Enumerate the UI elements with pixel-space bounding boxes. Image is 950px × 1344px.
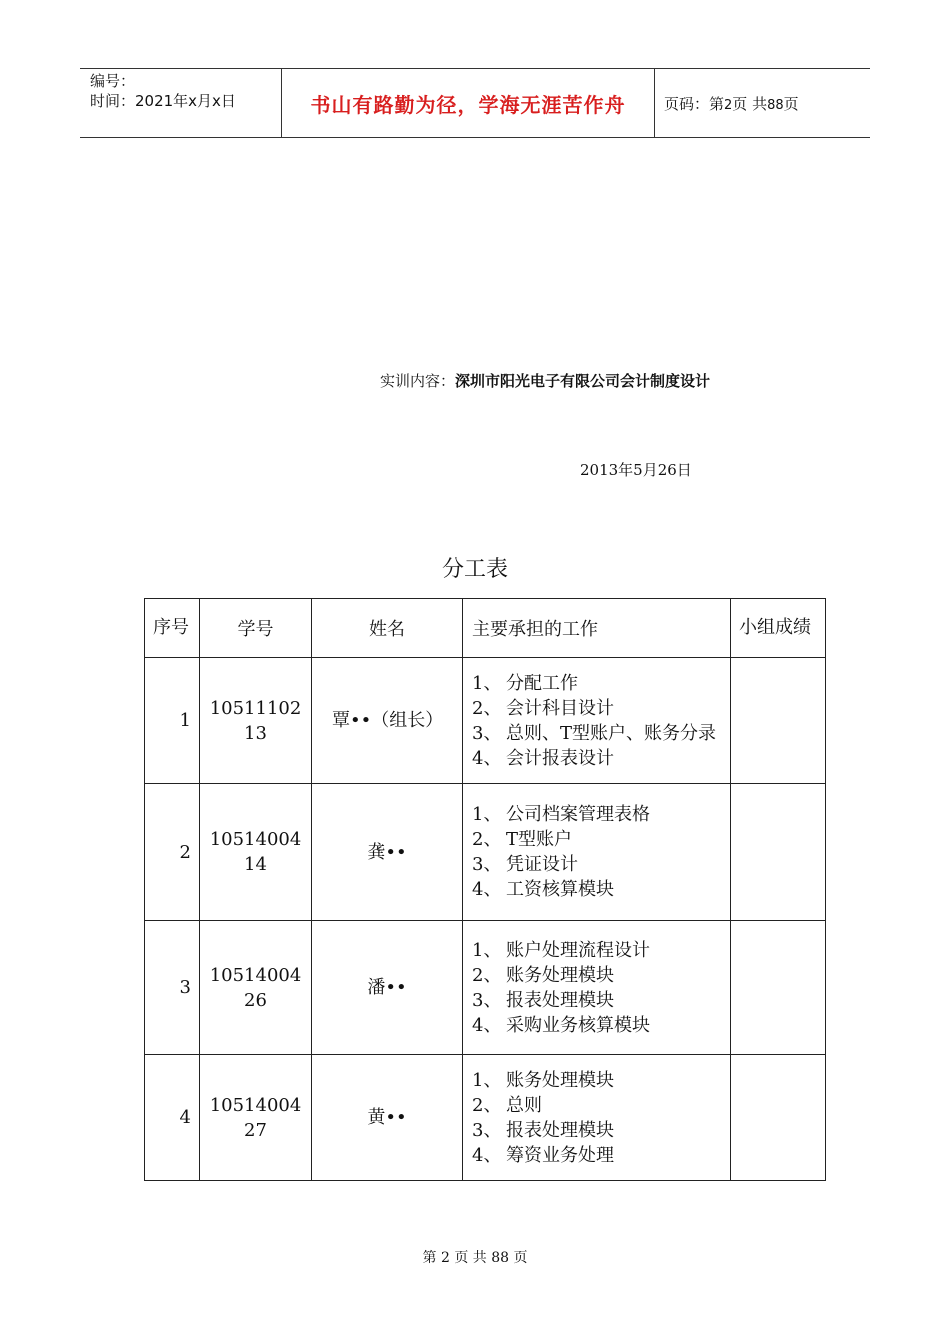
page-suffix: 页 — [783, 95, 799, 113]
task-item: 1、 账务处理模块 — [472, 1069, 614, 1091]
header-meta — [90, 71, 236, 111]
page-mid: 页 共 — [732, 95, 768, 113]
row-seq: 4 — [145, 1055, 200, 1181]
row-student-id: 1051110213 — [200, 658, 312, 784]
training-value: 深圳市阳光电子有限公司会计制度设计 — [455, 372, 711, 390]
row-score — [731, 658, 826, 784]
task-item: 2、 T型账户 — [472, 829, 573, 850]
page-prefix: 页码：第 — [664, 95, 725, 113]
task-item: 1、 账户处理流程设计 — [472, 939, 650, 961]
row-tasks — [463, 1055, 731, 1181]
page-footer — [0, 1247, 950, 1267]
row-seq: 2 — [145, 784, 200, 921]
task-item: 2、 会计科目设计 — [472, 697, 614, 719]
row-score — [731, 921, 826, 1055]
table-row — [145, 658, 826, 784]
table-row — [145, 1055, 826, 1181]
task-item: 4、 筹资业务处理 — [472, 1144, 614, 1166]
footer-suffix: 页 — [513, 1250, 528, 1266]
code-label: 编号： — [90, 72, 136, 90]
header-seq: 序号 — [145, 599, 200, 658]
row-score — [731, 1055, 826, 1181]
row-student-id: 1051400427 — [200, 1055, 312, 1181]
header-score: 小组成绩 — [731, 599, 826, 658]
row-name: 潘•• — [312, 921, 463, 1055]
page-current: 2 — [724, 98, 733, 113]
header-name: 姓名 — [312, 599, 463, 658]
row-seq: 3 — [145, 921, 200, 1055]
row-seq: 1 — [145, 658, 200, 784]
footer-prefix: 第 — [422, 1250, 437, 1266]
task-item: 1、 公司档案管理表格 — [472, 804, 650, 825]
table-row — [145, 784, 826, 921]
training-content — [380, 370, 710, 391]
task-item: 4、 会计报表设计 — [472, 747, 614, 769]
header-student-id: 学号 — [200, 599, 312, 658]
task-item: 3、 总则、T型账户、账务分录 — [472, 722, 717, 744]
training-label: 实训内容： — [380, 372, 456, 390]
task-item: 1、 分配工作 — [472, 672, 578, 694]
footer-total: 88 — [491, 1250, 510, 1266]
page-total: 88 — [767, 98, 784, 113]
row-tasks — [463, 658, 731, 784]
row-name: 龚•• — [312, 784, 463, 921]
task-item: 3、 凭证设计 — [472, 854, 578, 875]
task-item: 2、 账务处理模块 — [472, 964, 614, 986]
footer-mid: 页 共 — [454, 1250, 487, 1266]
report-date: 2013年5月26日 — [580, 461, 692, 479]
division-table — [144, 598, 826, 1181]
task-item: 4、 采购业务核算模块 — [472, 1014, 650, 1036]
footer-current: 2 — [440, 1250, 450, 1266]
time-label: 时间：2021年x月x日 — [90, 92, 236, 110]
header-motto: 书山有路勤为径，学海无涯苦作舟 — [281, 69, 655, 137]
row-name: 黄•• — [312, 1055, 463, 1181]
row-student-id: 1051400426 — [200, 921, 312, 1055]
header-page-number — [664, 93, 799, 114]
row-tasks — [463, 784, 731, 921]
header-work: 主要承担的工作 — [463, 599, 731, 658]
row-tasks — [463, 921, 731, 1055]
task-item: 4、 工资核算模块 — [472, 879, 614, 900]
page-header — [80, 68, 870, 138]
row-student-id: 1051400414 — [200, 784, 312, 921]
table-title: 分工表 — [441, 557, 508, 582]
task-item: 3、 报表处理模块 — [472, 989, 614, 1011]
row-name: 覃••（组长） — [312, 658, 463, 784]
table-header-row — [145, 599, 826, 658]
task-item: 2、 总则 — [472, 1094, 542, 1116]
row-score — [731, 784, 826, 921]
task-item: 3、 报表处理模块 — [472, 1119, 614, 1141]
table-row — [145, 921, 826, 1055]
